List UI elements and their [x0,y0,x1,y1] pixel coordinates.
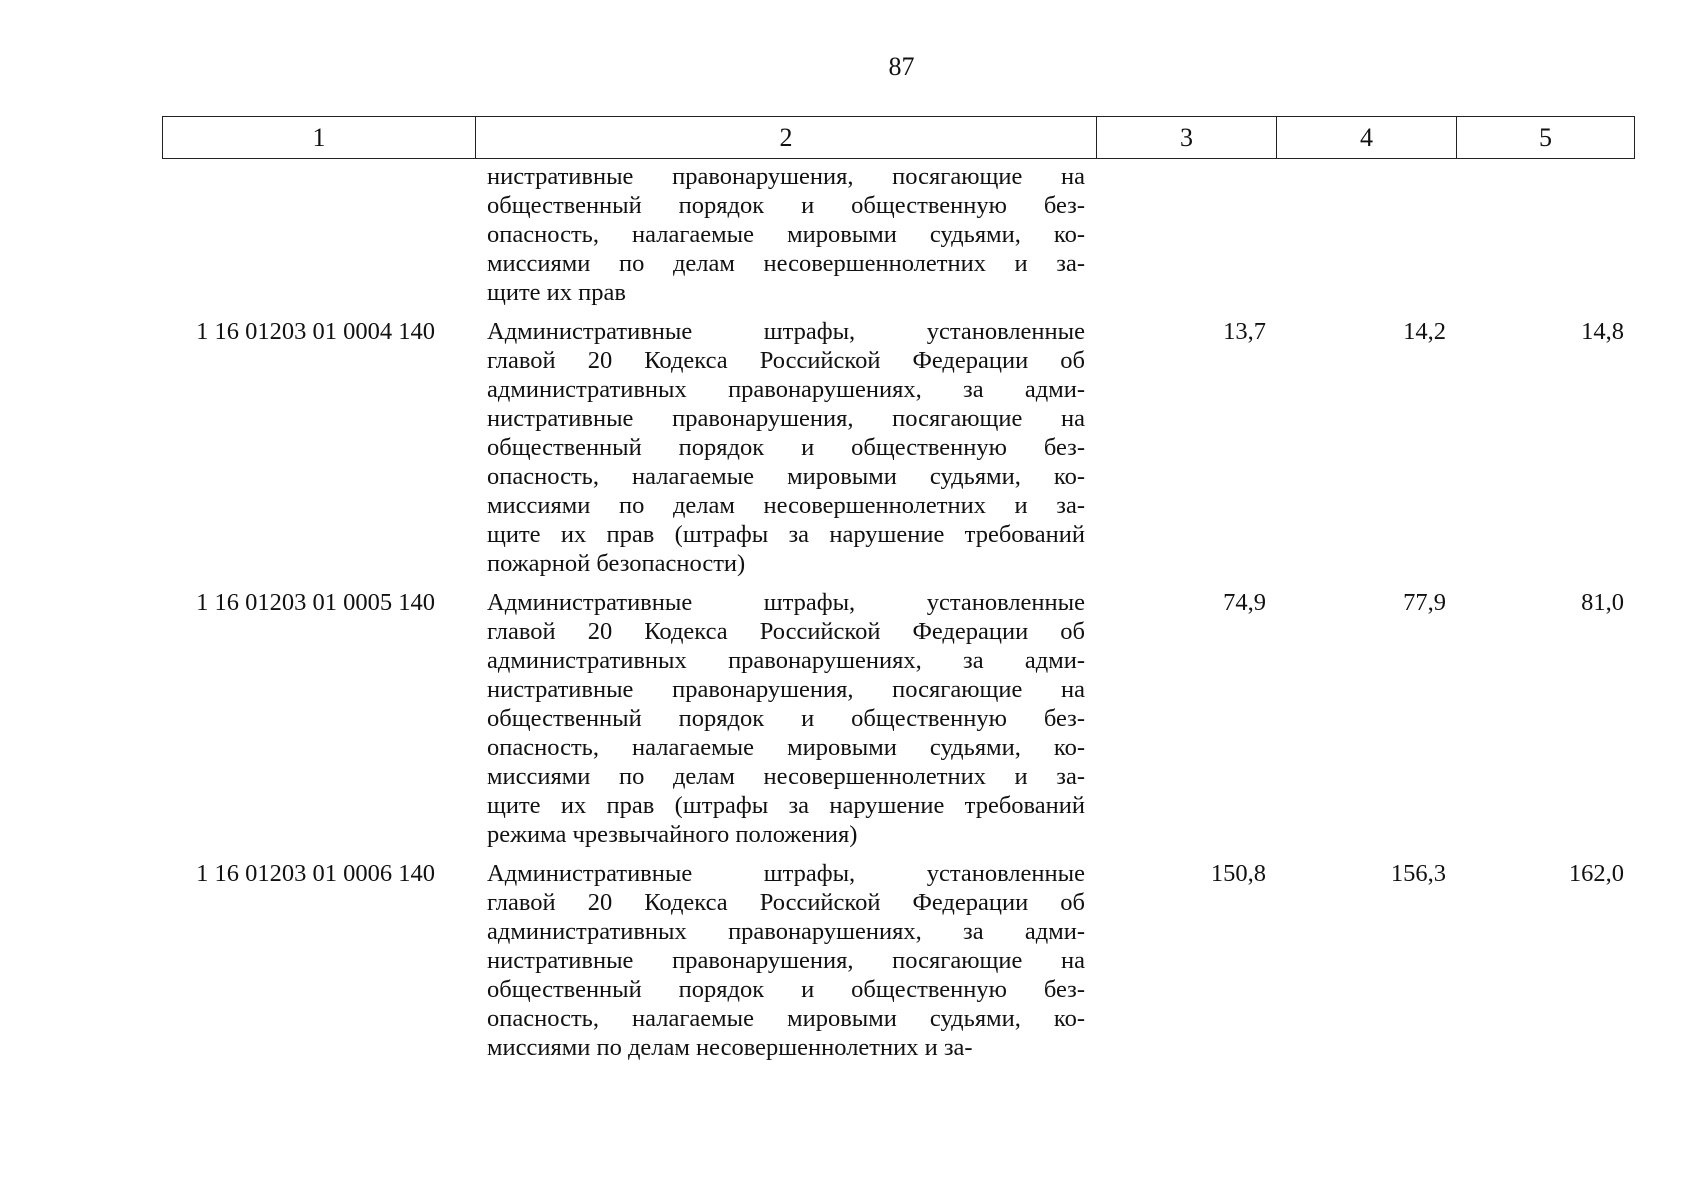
description-line: нистративные правонарушения, посягающие на [487,676,1085,703]
budget-code-cell: 1 16 01203 01 0006 140 [196,860,435,887]
budget-code-cell: 1 16 01203 01 0005 140 [196,589,435,616]
description-line: административных правонарушениях, за адми- [487,918,1085,945]
description-line: режима чрезвычайного положения) [487,821,858,848]
column-header-4: 4 [1277,117,1457,159]
description-line: нистративные правонарушения, посягающие на [487,405,1085,432]
column-header-2: 2 [476,117,1097,159]
value-cell-column-5: 162,0 [1568,860,1624,887]
value-cell-column-3: 13,7 [1223,318,1266,345]
description-line: административных правонарушениях, за адми- [487,647,1085,674]
description-line: миссиями по делам несовершеннолетних и за- [487,763,1085,790]
row-spacer [162,849,1634,859]
description-cell [475,317,1096,578]
column-header-1: 1 [163,117,476,159]
description-line: миссиями по делам несовершеннолетних и за- [487,492,1085,519]
table-body [162,162,1634,1062]
description-line: главой 20 Кодекса Российской Федерации об [487,889,1085,916]
description-line: щите их прав [487,279,626,306]
description-line: общественный порядок и общественную без- [487,192,1085,219]
description-line: миссиями по делам несовершеннолетних и за- [487,1034,973,1061]
description-line: опасность, налагаемые мировыми судьями, ко- [487,1005,1085,1032]
description-line: нистративные правонарушения, посягающие на [487,947,1085,974]
description-line: опасность, налагаемые мировыми судьями, ко- [487,221,1085,248]
description-line: общественный порядок и общественную без- [487,434,1085,461]
description-cell [475,859,1096,1062]
description-line: опасность, налагаемые мировыми судьями, ко- [487,734,1085,761]
table-row [162,162,1634,307]
value-cell-column-3: 74,9 [1223,589,1266,616]
column-header-3: 3 [1097,117,1277,159]
description-line: опасность, налагаемые мировыми судьями, ко- [487,463,1085,490]
column-header-5: 5 [1457,117,1635,159]
value-cell-column-3: 150,8 [1210,860,1266,887]
page-number: 87 [888,52,915,81]
description-line: миссиями по делам несовершеннолетних и за- [487,250,1085,277]
description-line: главой 20 Кодекса Российской Федерации об [487,618,1085,645]
table-row [162,859,1634,1062]
description-line: общественный порядок и общественную без- [487,976,1085,1003]
description-line: щите их прав (штрафы за нарушение требований [487,521,1085,548]
value-cell-column-5: 14,8 [1581,318,1624,345]
description-cell [475,162,1096,307]
description-line: Административные штрафы, установленные [487,318,1085,345]
description-line: административных правонарушениях, за адми- [487,376,1085,403]
row-spacer [162,307,1634,317]
description-line: нистративные правонарушения, посягающие на [487,163,1085,190]
description-cell [475,588,1096,849]
description-line: щите их прав (штрафы за нарушение требований [487,792,1085,819]
value-cell-column-4: 14,2 [1403,318,1446,345]
table-row [162,317,1634,578]
description-line: Административные штрафы, установленные [487,589,1085,616]
budget-code-cell: 1 16 01203 01 0004 140 [196,318,435,345]
description-line: пожарной безопасности) [487,550,746,577]
row-spacer [162,578,1634,588]
description-line: Административные штрафы, установленные [487,860,1085,887]
description-line: общественный порядок и общественную без- [487,705,1085,732]
description-line: главой 20 Кодекса Российской Федерации об [487,347,1085,374]
table-header [162,116,1635,159]
value-cell-column-4: 156,3 [1390,860,1446,887]
table-row [162,588,1634,849]
value-cell-column-4: 77,9 [1403,589,1446,616]
value-cell-column-5: 81,0 [1581,589,1624,616]
